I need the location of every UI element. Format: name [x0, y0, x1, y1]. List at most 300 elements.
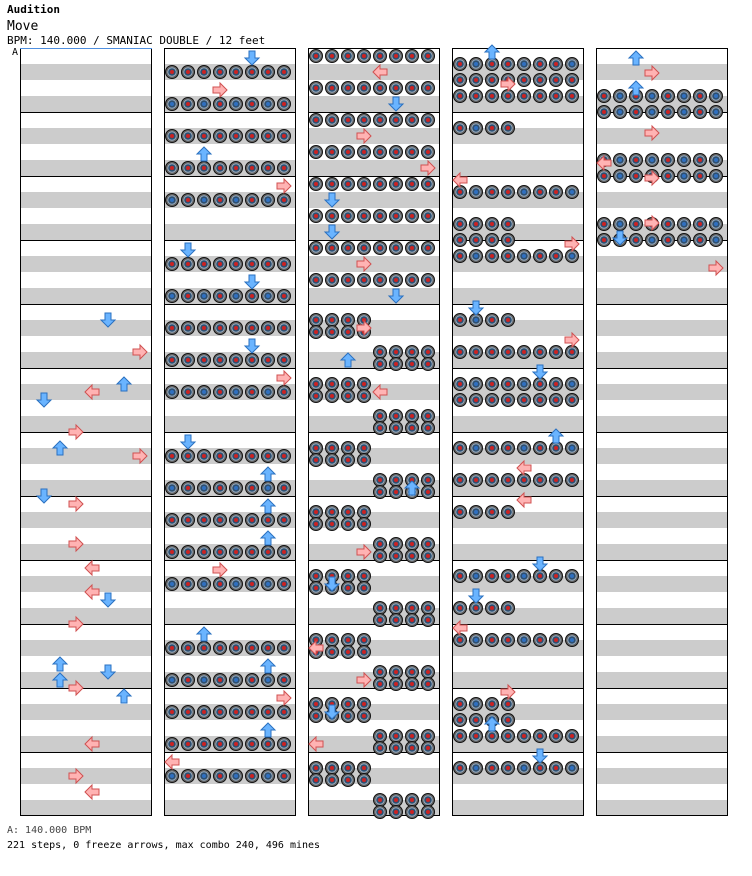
- beat-stripe: [596, 448, 728, 464]
- mine-icon: [166, 290, 179, 303]
- mine-icon: [454, 234, 467, 247]
- mine-icon: [502, 570, 515, 583]
- mine-icon: [518, 730, 531, 743]
- beat-stripe: [308, 160, 440, 176]
- mine-icon: [230, 354, 243, 367]
- mine-icon: [470, 474, 483, 487]
- mine-icon: [390, 742, 403, 755]
- mine-icon: [486, 394, 499, 407]
- mine-icon: [182, 194, 195, 207]
- mine-icon: [710, 106, 723, 119]
- mine-icon: [262, 66, 275, 79]
- mine-icon: [566, 186, 579, 199]
- mine-icon: [358, 390, 371, 403]
- mine-icon: [310, 114, 323, 127]
- mine-icon: [326, 114, 339, 127]
- mine-icon: [406, 82, 419, 95]
- mine-icon: [262, 98, 275, 111]
- mine-icon: [470, 250, 483, 263]
- mine-icon: [662, 170, 675, 183]
- mine-icon: [534, 394, 547, 407]
- mine-icon: [422, 146, 435, 159]
- mine-icon: [278, 674, 291, 687]
- mine-icon: [454, 122, 467, 135]
- mine-icon: [166, 98, 179, 111]
- mine-icon: [678, 106, 691, 119]
- mine-icon: [486, 250, 499, 263]
- mine-icon: [358, 582, 371, 595]
- mine-icon: [262, 546, 275, 559]
- mine-icon: [358, 210, 371, 223]
- mine-icon: [198, 674, 211, 687]
- mine-icon: [454, 250, 467, 263]
- mine-icon: [390, 410, 403, 423]
- mine-icon: [486, 122, 499, 135]
- mine-icon: [358, 454, 371, 467]
- mine-icon: [374, 346, 387, 359]
- arrow-blue-icon: [261, 499, 275, 513]
- mine-icon: [614, 90, 627, 103]
- mine-icon: [230, 66, 243, 79]
- mine-icon: [486, 234, 499, 247]
- mine-icon: [182, 450, 195, 463]
- mine-icon: [550, 570, 563, 583]
- mine-icon: [486, 634, 499, 647]
- mine-icon: [278, 386, 291, 399]
- arrow-blue-icon: [101, 593, 115, 607]
- mine-icon: [246, 642, 259, 655]
- mine-icon: [198, 642, 211, 655]
- mine-icon: [198, 706, 211, 719]
- mine-icon: [662, 218, 675, 231]
- arrow-pink-icon: [277, 371, 291, 385]
- mine-icon: [518, 634, 531, 647]
- mine-icon: [454, 314, 467, 327]
- mine-icon: [246, 66, 259, 79]
- mine-icon: [694, 154, 707, 167]
- mine-icon: [406, 346, 419, 359]
- mine-icon: [246, 130, 259, 143]
- mine-icon: [310, 570, 323, 583]
- mine-icon: [470, 186, 483, 199]
- chart-stats: 221 steps, 0 freeze arrows, max combo 240, 496 mines: [7, 840, 321, 851]
- mine-icon: [518, 570, 531, 583]
- mine-icon: [230, 322, 243, 335]
- mine-icon: [422, 422, 435, 435]
- mine-icon: [374, 146, 387, 159]
- mine-icon: [534, 730, 547, 743]
- mine-icon: [374, 678, 387, 691]
- mine-icon: [278, 354, 291, 367]
- beat-stripe: [308, 96, 440, 112]
- beat-stripe: [596, 480, 728, 496]
- mine-icon: [166, 642, 179, 655]
- beat-stripe: [308, 256, 440, 272]
- mine-icon: [278, 98, 291, 111]
- mine-icon: [390, 806, 403, 819]
- arrow-pink-icon: [165, 755, 179, 769]
- mine-icon: [326, 50, 339, 63]
- mine-icon: [502, 714, 515, 727]
- beat-stripe: [596, 704, 728, 720]
- mine-icon: [502, 346, 515, 359]
- mine-icon: [166, 66, 179, 79]
- mine-icon: [198, 354, 211, 367]
- mine-icon: [214, 98, 227, 111]
- mine-icon: [358, 518, 371, 531]
- mine-icon: [454, 74, 467, 87]
- mine-icon: [486, 698, 499, 711]
- mine-icon: [262, 642, 275, 655]
- mine-icon: [470, 762, 483, 775]
- mine-icon: [486, 506, 499, 519]
- mine-icon: [502, 58, 515, 71]
- mine-icon: [406, 50, 419, 63]
- mine-icon: [310, 242, 323, 255]
- mine-icon: [182, 578, 195, 591]
- mine-icon: [566, 474, 579, 487]
- mine-icon: [358, 242, 371, 255]
- beat-stripe: [20, 320, 152, 336]
- mine-icon: [406, 730, 419, 743]
- mine-icon: [342, 582, 355, 595]
- mine-icon: [198, 514, 211, 527]
- mine-icon: [374, 614, 387, 627]
- mine-icon: [326, 210, 339, 223]
- mine-icon: [518, 442, 531, 455]
- mine-icon: [390, 422, 403, 435]
- mine-icon: [550, 58, 563, 71]
- mine-icon: [422, 346, 435, 359]
- mine-icon: [230, 162, 243, 175]
- mine-icon: [470, 122, 483, 135]
- mine-icon: [230, 290, 243, 303]
- mine-icon: [374, 274, 387, 287]
- mine-icon: [518, 378, 531, 391]
- song-title: Move: [7, 19, 39, 34]
- mine-icon: [374, 486, 387, 499]
- beat-stripe: [20, 96, 152, 112]
- mine-icon: [614, 170, 627, 183]
- mine-icon: [214, 482, 227, 495]
- mine-icon: [678, 234, 691, 247]
- mine-icon: [486, 762, 499, 775]
- mine-icon: [246, 386, 259, 399]
- mine-icon: [518, 346, 531, 359]
- mine-icon: [422, 486, 435, 499]
- game-title: Audition: [7, 3, 60, 16]
- mine-icon: [694, 106, 707, 119]
- mine-icon: [262, 482, 275, 495]
- mine-icon: [486, 378, 499, 391]
- mine-icon: [518, 394, 531, 407]
- mine-icon: [502, 234, 515, 247]
- mine-icon: [646, 90, 659, 103]
- mine-icon: [374, 730, 387, 743]
- mine-icon: [198, 194, 211, 207]
- beat-stripe: [164, 800, 296, 816]
- mine-icon: [454, 474, 467, 487]
- mine-icon: [358, 634, 371, 647]
- mine-icon: [182, 162, 195, 175]
- mine-icon: [566, 762, 579, 775]
- mine-icon: [550, 90, 563, 103]
- mine-icon: [230, 706, 243, 719]
- mine-icon: [406, 614, 419, 627]
- beat-stripe: [20, 672, 152, 688]
- mine-icon: [198, 322, 211, 335]
- beat-stripe: [20, 512, 152, 528]
- mine-icon: [598, 90, 611, 103]
- mine-icon: [422, 358, 435, 371]
- mine-icon: [342, 698, 355, 711]
- mine-icon: [310, 442, 323, 455]
- mine-icon: [566, 634, 579, 647]
- mine-icon: [374, 666, 387, 679]
- mine-icon: [454, 442, 467, 455]
- mine-icon: [182, 258, 195, 271]
- mine-icon: [310, 762, 323, 775]
- mine-icon: [214, 674, 227, 687]
- mine-icon: [214, 578, 227, 591]
- mine-icon: [214, 706, 227, 719]
- mine-icon: [262, 386, 275, 399]
- mine-icon: [374, 550, 387, 563]
- mine-icon: [182, 642, 195, 655]
- mine-icon: [422, 806, 435, 819]
- mine-icon: [198, 738, 211, 751]
- mine-icon: [182, 706, 195, 719]
- mine-icon: [310, 698, 323, 711]
- arrow-blue-icon: [261, 659, 275, 673]
- mine-icon: [470, 570, 483, 583]
- mine-icon: [310, 210, 323, 223]
- mine-icon: [374, 474, 387, 487]
- mine-icon: [454, 378, 467, 391]
- mine-icon: [278, 162, 291, 175]
- mine-icon: [326, 442, 339, 455]
- mine-icon: [358, 146, 371, 159]
- mine-icon: [486, 474, 499, 487]
- mine-icon: [342, 326, 355, 339]
- mine-icon: [566, 90, 579, 103]
- mine-icon: [342, 518, 355, 531]
- beat-stripe: [452, 544, 584, 560]
- mine-icon: [470, 234, 483, 247]
- mine-icon: [422, 114, 435, 127]
- mine-icon: [342, 274, 355, 287]
- mine-icon: [326, 454, 339, 467]
- mine-icon: [326, 774, 339, 787]
- chart-column-1: [20, 49, 152, 817]
- mine-icon: [390, 730, 403, 743]
- mine-icon: [230, 514, 243, 527]
- mine-icon: [326, 634, 339, 647]
- mine-icon: [246, 98, 259, 111]
- mine-icon: [454, 570, 467, 583]
- mine-icon: [198, 162, 211, 175]
- mine-icon: [470, 346, 483, 359]
- beat-stripe: [20, 480, 152, 496]
- mine-icon: [470, 394, 483, 407]
- beat-stripe: [596, 672, 728, 688]
- mine-icon: [214, 450, 227, 463]
- mine-icon: [486, 346, 499, 359]
- mine-icon: [198, 290, 211, 303]
- mine-icon: [214, 354, 227, 367]
- mine-icon: [310, 710, 323, 723]
- mine-icon: [246, 482, 259, 495]
- mine-icon: [326, 178, 339, 191]
- mine-icon: [278, 322, 291, 335]
- mine-icon: [678, 90, 691, 103]
- mine-icon: [614, 154, 627, 167]
- mine-icon: [198, 386, 211, 399]
- mine-icon: [342, 378, 355, 391]
- mine-icon: [326, 506, 339, 519]
- arrow-blue-icon: [261, 531, 275, 545]
- mine-icon: [214, 258, 227, 271]
- mine-icon: [342, 506, 355, 519]
- mine-icon: [214, 738, 227, 751]
- arrow-pink-icon: [85, 561, 99, 575]
- mine-icon: [166, 738, 179, 751]
- beat-stripe: [452, 672, 584, 688]
- mine-icon: [342, 146, 355, 159]
- mine-icon: [534, 58, 547, 71]
- mine-icon: [486, 90, 499, 103]
- mine-icon: [230, 130, 243, 143]
- mine-icon: [198, 770, 211, 783]
- mine-icon: [182, 514, 195, 527]
- mine-icon: [310, 378, 323, 391]
- mine-icon: [198, 258, 211, 271]
- mine-icon: [406, 358, 419, 371]
- mine-icon: [310, 518, 323, 531]
- mine-icon: [198, 482, 211, 495]
- beat-stripe: [308, 288, 440, 304]
- mine-icon: [502, 378, 515, 391]
- mine-icon: [198, 578, 211, 591]
- mine-icon: [406, 550, 419, 563]
- mine-icon: [422, 410, 435, 423]
- beat-stripe: [596, 800, 728, 816]
- mine-icon: [166, 706, 179, 719]
- mine-icon: [262, 706, 275, 719]
- mine-icon: [374, 358, 387, 371]
- mine-icon: [422, 730, 435, 743]
- mine-icon: [182, 738, 195, 751]
- mine-icon: [678, 154, 691, 167]
- mine-icon: [166, 194, 179, 207]
- arrow-blue-icon: [485, 45, 499, 59]
- mine-icon: [326, 518, 339, 531]
- mine-icon: [166, 674, 179, 687]
- mine-icon: [422, 614, 435, 627]
- mine-icon: [534, 634, 547, 647]
- beat-stripe: [596, 512, 728, 528]
- mine-icon: [198, 130, 211, 143]
- mine-icon: [246, 546, 259, 559]
- mine-icon: [598, 234, 611, 247]
- mine-icon: [310, 326, 323, 339]
- mine-icon: [230, 738, 243, 751]
- beat-stripe: [20, 704, 152, 720]
- beat-stripe: [20, 256, 152, 272]
- mine-icon: [246, 738, 259, 751]
- mine-icon: [390, 210, 403, 223]
- mine-icon: [342, 710, 355, 723]
- mine-icon: [374, 82, 387, 95]
- beat-stripe: [20, 448, 152, 464]
- mine-icon: [166, 578, 179, 591]
- mine-icon: [230, 482, 243, 495]
- beat-stripe: [20, 608, 152, 624]
- mine-icon: [390, 614, 403, 627]
- beat-stripe: [308, 128, 440, 144]
- mine-icon: [422, 550, 435, 563]
- mine-icon: [406, 242, 419, 255]
- beat-stripe: [20, 288, 152, 304]
- mine-icon: [358, 50, 371, 63]
- mine-icon: [486, 602, 499, 615]
- mine-icon: [262, 162, 275, 175]
- mine-icon: [470, 90, 483, 103]
- mine-icon: [182, 290, 195, 303]
- mine-icon: [422, 538, 435, 551]
- mine-icon: [678, 218, 691, 231]
- mine-icon: [342, 442, 355, 455]
- mine-icon: [406, 114, 419, 127]
- mine-icon: [534, 74, 547, 87]
- mine-icon: [390, 474, 403, 487]
- mine-icon: [694, 218, 707, 231]
- mine-icon: [166, 386, 179, 399]
- mine-icon: [470, 506, 483, 519]
- mine-icon: [422, 178, 435, 191]
- mine-icon: [278, 770, 291, 783]
- mine-icon: [390, 178, 403, 191]
- mine-icon: [598, 170, 611, 183]
- mine-icon: [310, 146, 323, 159]
- beat-stripe: [20, 192, 152, 208]
- mine-icon: [358, 762, 371, 775]
- mine-icon: [246, 194, 259, 207]
- beat-stripe: [596, 384, 728, 400]
- mine-icon: [214, 546, 227, 559]
- mine-icon: [422, 666, 435, 679]
- mine-icon: [502, 634, 515, 647]
- mine-icon: [486, 314, 499, 327]
- mine-icon: [374, 114, 387, 127]
- mine-icon: [182, 674, 195, 687]
- arrow-blue-icon: [117, 689, 131, 703]
- mine-icon: [230, 770, 243, 783]
- mine-icon: [598, 106, 611, 119]
- mine-icon: [422, 50, 435, 63]
- mine-icon: [406, 794, 419, 807]
- mine-icon: [310, 454, 323, 467]
- mine-icon: [166, 450, 179, 463]
- mine-icon: [422, 474, 435, 487]
- mine-icon: [278, 290, 291, 303]
- mine-icon: [486, 442, 499, 455]
- mine-icon: [502, 250, 515, 263]
- mine-icon: [230, 386, 243, 399]
- mine-icon: [374, 742, 387, 755]
- mine-icon: [358, 774, 371, 787]
- mine-icon: [278, 514, 291, 527]
